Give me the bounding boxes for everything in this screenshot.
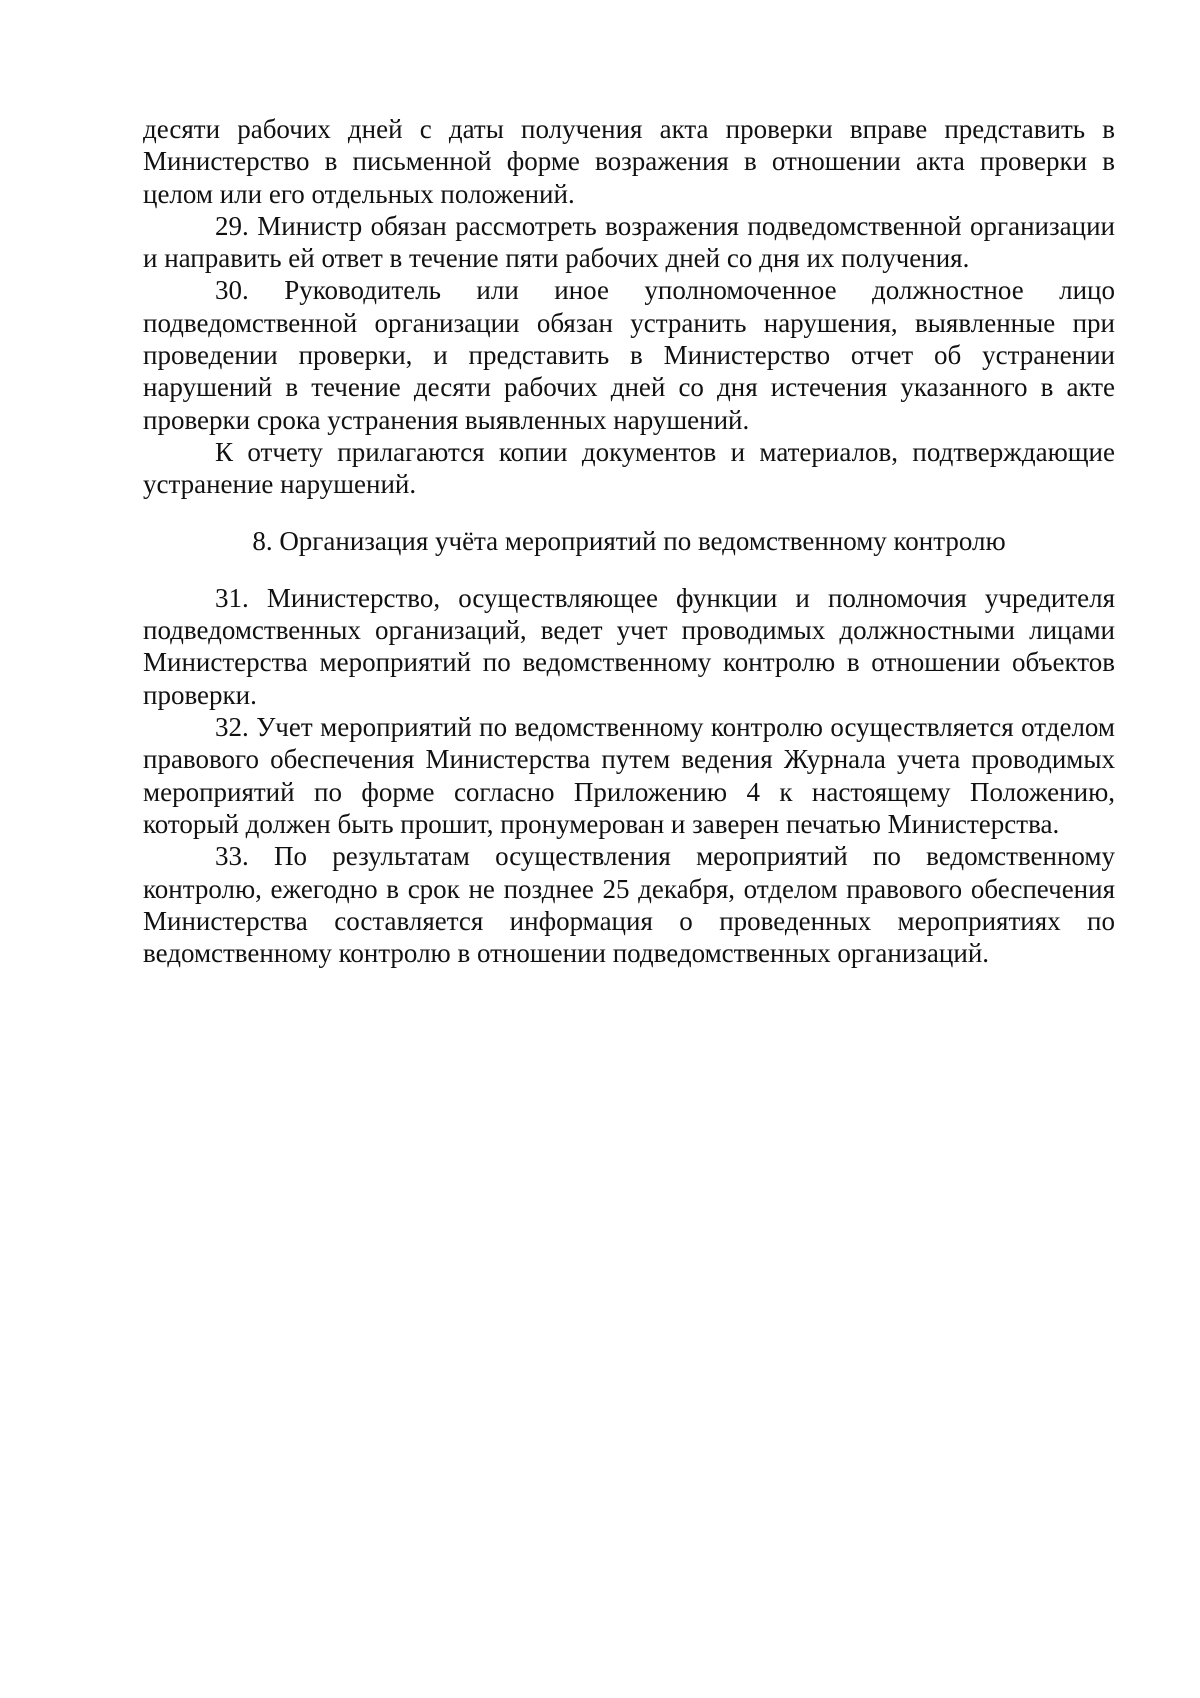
paragraph-33: 33. По результатам осуществления мероприятий по ведомственному контролю, ежегодно в срок не позднее 25 декабря, отделом правового обеспечения Министерства составляется информация о проведенных мероприятиях по ведомственному контролю в отношении подведомственных организаций. [143, 841, 1115, 969]
paragraph-30: 30. Руководитель или иное уполномоченное должностное лицо подведомственной организации обязан устранить нарушения, выявленные при проведении проверки, и представить в Министерство отчет об устранении нарушений в течение десяти рабочих дней со дня истечения указанного в акте проверки срока устранения выявленных нарушений. [143, 275, 1115, 435]
paragraph-28-continuation: десяти рабочих дней с даты получения акта проверки вправе представить в Министерство в письменной форме возражения в отношении акта проверки в целом или его отдельных положений. [143, 114, 1115, 209]
document-body [143, 113, 1115, 969]
paragraph-31: 31. Министерство, осуществляющее функции и полномочия учредителя подведомственных организаций, ведет учет проводимых должностными лицами Министерства мероприятий по ведомственному контролю в отношении объектов проверки. [143, 582, 1115, 710]
paragraph-32: 32. Учет мероприятий по ведомственному контролю осуществляется отделом правового обеспечения Министерства путем ведения Журнала учета проводимых мероприятий по форме согласно Приложению 4 к настоящему Положению, который должен быть прошит, пронумерован и заверен печатью Министерства. [143, 712, 1115, 839]
section-heading: 8. Организация учёта мероприятий по ведомственному контролю [252, 525, 1006, 556]
paragraph-29: 29. Министр обязан рассмотреть возражения подведомственной организации и направить ей ответ в течение пяти рабочих дней со дня их получения. [143, 210, 1115, 274]
paragraph-30-attachment: К отчету прилагаются копии документов и материалов, подтверждающие устранение нарушений. [143, 436, 1115, 500]
